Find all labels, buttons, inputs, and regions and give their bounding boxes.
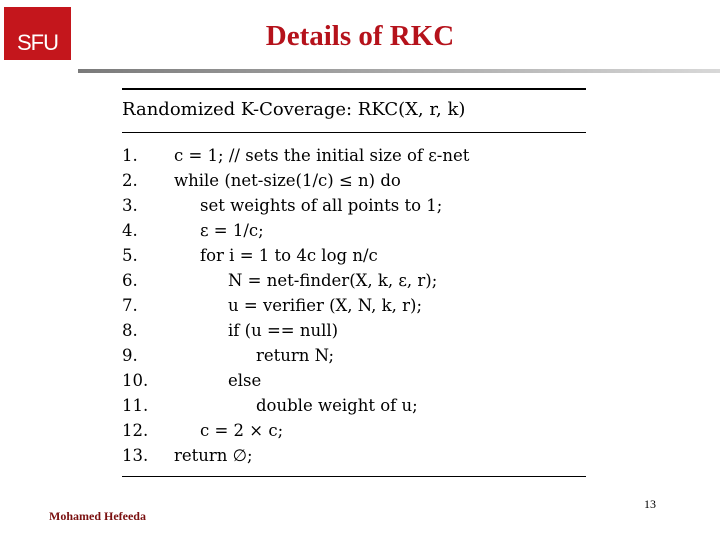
algorithm-line <box>122 318 586 343</box>
algorithm-line <box>122 418 586 443</box>
algorithm-line <box>122 368 586 393</box>
algorithm-line <box>122 343 586 368</box>
line-code: c = 2 × c; <box>200 421 284 440</box>
line-code: N = net-finder(X, k, ε, r); <box>228 271 438 290</box>
line-number: 4. <box>122 221 138 240</box>
algorithm-box <box>122 88 586 477</box>
line-number: 13. <box>122 446 149 465</box>
line-code: else <box>228 371 262 390</box>
line-code: while (net-size(1/c) ≤ n) do <box>174 171 401 190</box>
line-number: 3. <box>122 196 138 215</box>
line-number: 10. <box>122 371 149 390</box>
algorithm-line <box>122 268 586 293</box>
algorithm-lines <box>122 133 586 468</box>
algorithm-bottom-rule <box>122 476 586 477</box>
line-code: ε = 1/c; <box>200 221 264 240</box>
line-code: c = 1; // sets the initial size of ε-net <box>174 146 470 165</box>
line-number: 9. <box>122 346 138 365</box>
line-number: 2. <box>122 171 138 190</box>
line-number: 8. <box>122 321 138 340</box>
algorithm-line <box>122 143 586 168</box>
line-code: return ∅; <box>174 446 253 465</box>
logo-text: SFU <box>17 30 58 55</box>
algorithm-line <box>122 393 586 418</box>
line-number: 1. <box>122 146 138 165</box>
algorithm-header: Randomized K-Coverage: RKC(X, r, k) <box>122 99 466 120</box>
slide-title: Details of RKC <box>265 20 455 52</box>
line-number: 7. <box>122 296 138 315</box>
line-code: for i = 1 to 4c log n/c <box>200 246 378 265</box>
title-divider <box>78 69 720 73</box>
algorithm-line <box>122 443 586 468</box>
algorithm-line <box>122 243 586 268</box>
line-code: double weight of u; <box>256 396 418 415</box>
algorithm-line <box>122 293 586 318</box>
line-code: if (u == null) <box>228 321 339 340</box>
algorithm-line <box>122 168 586 193</box>
line-number: 11. <box>122 396 149 415</box>
algorithm-line <box>122 193 586 218</box>
line-number: 12. <box>122 421 149 440</box>
algorithm-line <box>122 218 586 243</box>
line-number: 5. <box>122 246 138 265</box>
line-code: return N; <box>256 346 335 365</box>
line-code: set weights of all points to 1; <box>200 196 443 215</box>
page-number: 13 <box>644 497 656 511</box>
line-number: 6. <box>122 271 138 290</box>
footer-author: Mohamed Hefeeda <box>49 509 146 523</box>
line-code: u = verifier (X, N, k, r); <box>228 296 423 315</box>
